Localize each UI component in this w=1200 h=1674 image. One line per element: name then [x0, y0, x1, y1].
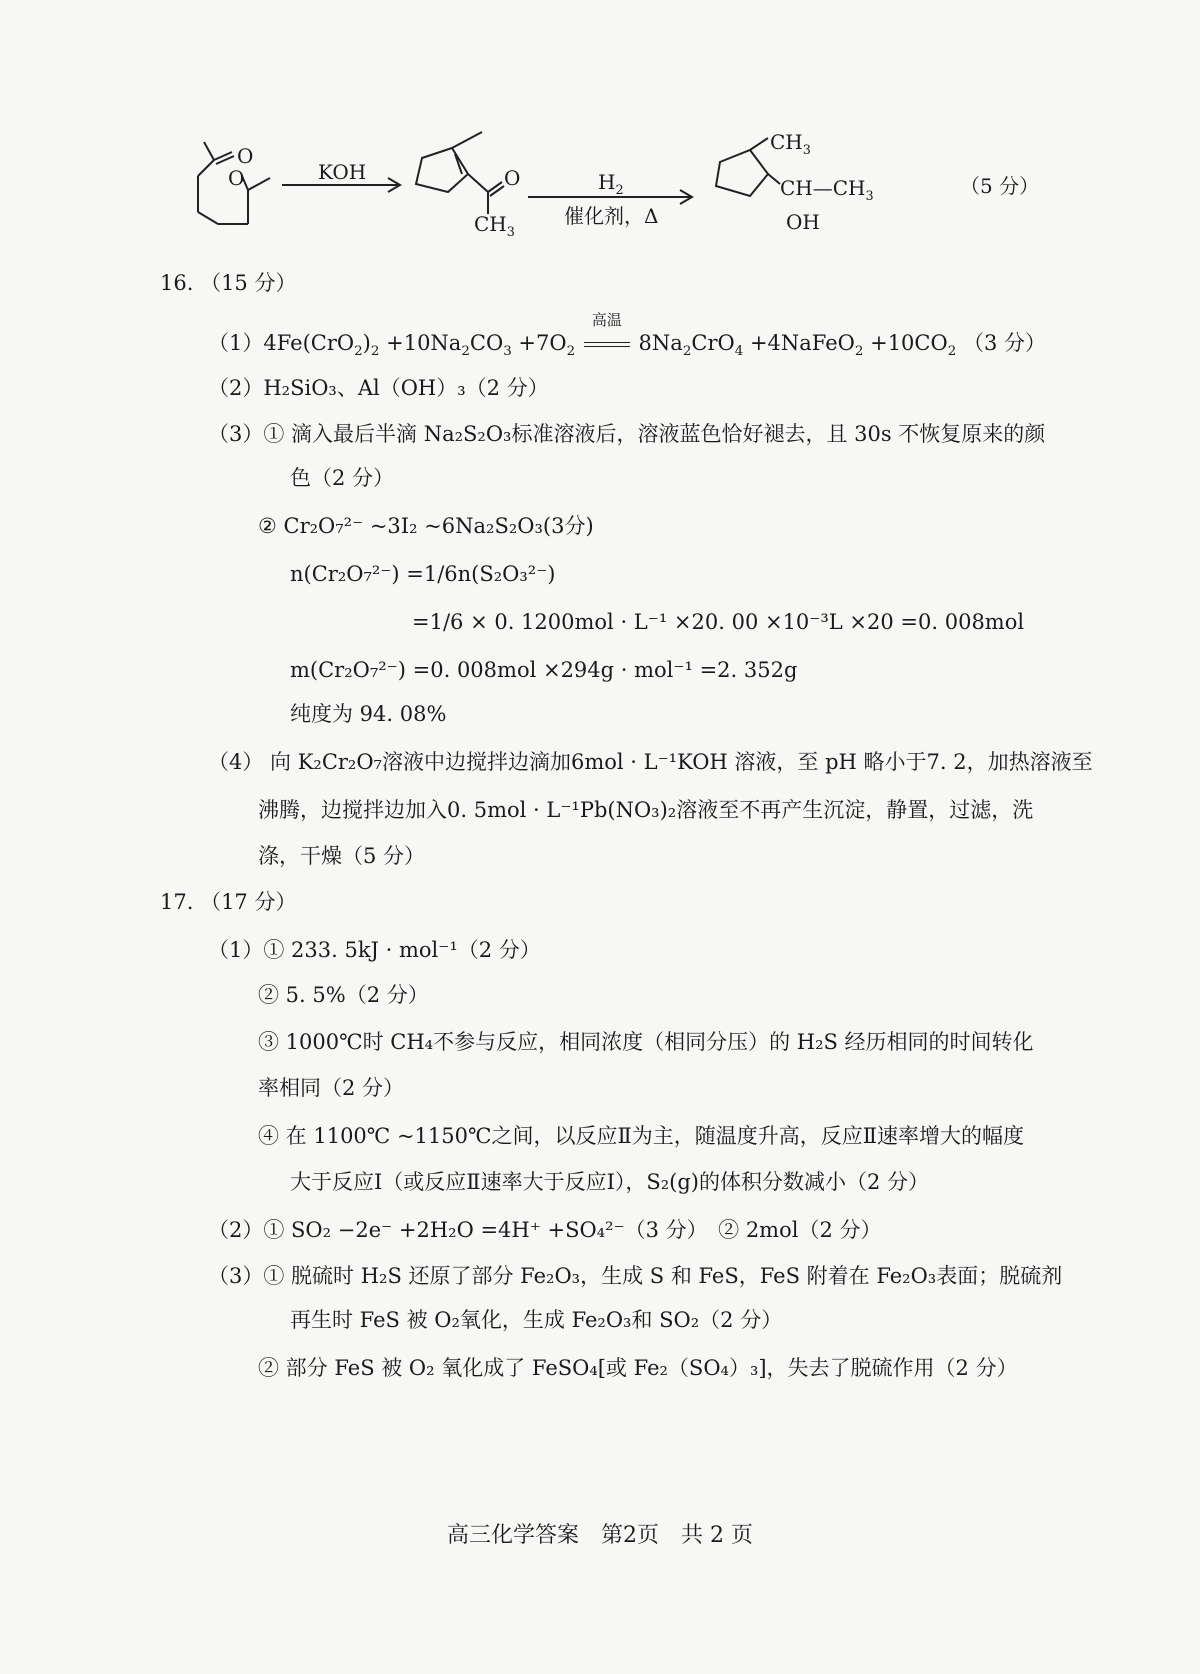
reaction-structures	[190, 130, 1070, 265]
q17-part1-3a: ③ 1000℃时 CH₄不参与反应，相同浓度（相同分压）的 H₂S 经历相同的时间转化	[258, 1030, 1034, 1054]
q16-part4b: 沸腾，边搅拌边加入0. 5mol · L⁻¹Pb(NO₃)₂溶液至不再产生沉淀，静置，过滤，洗	[258, 798, 1034, 822]
ch-label: $CH—CH_3$	[780, 176, 874, 204]
q17-part2: （2）① SO₂ −2e⁻ +2H₂O =4H⁺ +SO₄²⁻（3 分） ② 2mol（2 分）	[208, 1218, 882, 1242]
reaction-scheme	[190, 130, 1070, 265]
q17-part3-2: ② 部分 FeS 被 O₂ 氧化成了 FeSO₄[或 Fe₂（SO₄）₃]，失去了脱硫作用（2 分）	[258, 1356, 1018, 1380]
q17-part1-1: （1）① 233. 5kJ · mol⁻¹（2 分）	[208, 938, 541, 962]
q16-part3-2e: 纯度为 94. 08%	[290, 702, 447, 726]
q16-header: 16. （15 分）	[160, 271, 297, 295]
oxygen-label-1: O	[237, 144, 254, 168]
q17-part3-1b: 再生时 FeS 被 O₂氧化，生成 Fe₂O₃和 SO₂（2 分）	[290, 1308, 783, 1332]
q17-header: 17. （17 分）	[160, 890, 297, 914]
reagent-h2: $H_2$	[598, 170, 624, 198]
q17-part1-2: ② 5. 5%（2 分）	[258, 983, 429, 1007]
q17-part3-1a: （3）① 脱硫时 H₂S 还原了部分 Fe₂O₃，生成 S 和 FeS，FeS 附着在 Fe₂O₃表面；脱硫剂	[208, 1264, 1063, 1288]
reagent-koh: KOH	[318, 160, 367, 184]
q17-part1-3b: 率相同（2 分）	[258, 1076, 405, 1100]
q16-part3-2c: =1/6 × 0. 1200mol · L⁻¹ ×20. 00 ×10⁻³L ×20 =0. 008mol	[412, 610, 1025, 634]
q17-part1-4a: ④ 在 1100℃ ~1150℃之间，以反应Ⅱ为主，随温度升高，反应Ⅱ速率增大的幅度	[258, 1124, 1025, 1148]
q16-part1-equation: $(1)4Fe(CrO_2)_2 +10Na_2CO_3 +7O_2$ 高温 $8Na_2CrO_4$ +4NaFeO$_2$ $+10CO_2$ （3 分）	[208, 311, 1046, 360]
page-footer: 高三化学答案 第2页 共 2 页	[447, 1523, 753, 1548]
reagent-catalyst: 催化剂，Δ	[564, 204, 659, 228]
q16-part4c: 涤，干燥（5 分）	[258, 844, 426, 868]
hydroxyl-label: OH	[786, 210, 820, 234]
oxygen-label-3: O	[504, 166, 521, 190]
q16-part3-1a: （3）① 滴入最后半滴 Na₂S₂O₃标准溶液后，溶液蓝色恰好褪去，且 30s 不恢复原来的颜	[208, 422, 1046, 446]
q17-part1-4b: 大于反应Ⅰ（或反应Ⅱ速率大于反应Ⅰ），S₂(g)的体积分数减小（2 分）	[290, 1170, 930, 1194]
methyl-label-top: $CH_3$	[770, 130, 811, 158]
oxygen-label-2: O	[228, 166, 245, 190]
methyl-label-mid: $CH_3$	[474, 212, 515, 240]
scheme-score: （5 分）	[960, 174, 1040, 198]
high-temp-condition: 高温	[582, 333, 632, 354]
q16-part2: （2）H₂SiO₃、Al（OH）₃（2 分）	[208, 376, 549, 400]
q16-part3-2d: m(Cr₂O₇²⁻) =0. 008mol ×294g · mol⁻¹ =2. 352g	[290, 658, 798, 682]
q16-part3-2b: n(Cr₂O₇²⁻) =1/6n(S₂O₃²⁻)	[290, 562, 556, 586]
q16-part4a: （4） 向 K₂Cr₂O₇溶液中边搅拌边滴加6mol · L⁻¹KOH 溶液，至 pH 略小于7. 2，加热溶液至	[208, 750, 1093, 774]
q16-part3-1b: 色（2 分）	[290, 466, 395, 490]
q16-part3-2a: ② Cr₂O₇²⁻ ~3I₂ ~6Na₂S₂O₃(3分)	[258, 514, 594, 538]
